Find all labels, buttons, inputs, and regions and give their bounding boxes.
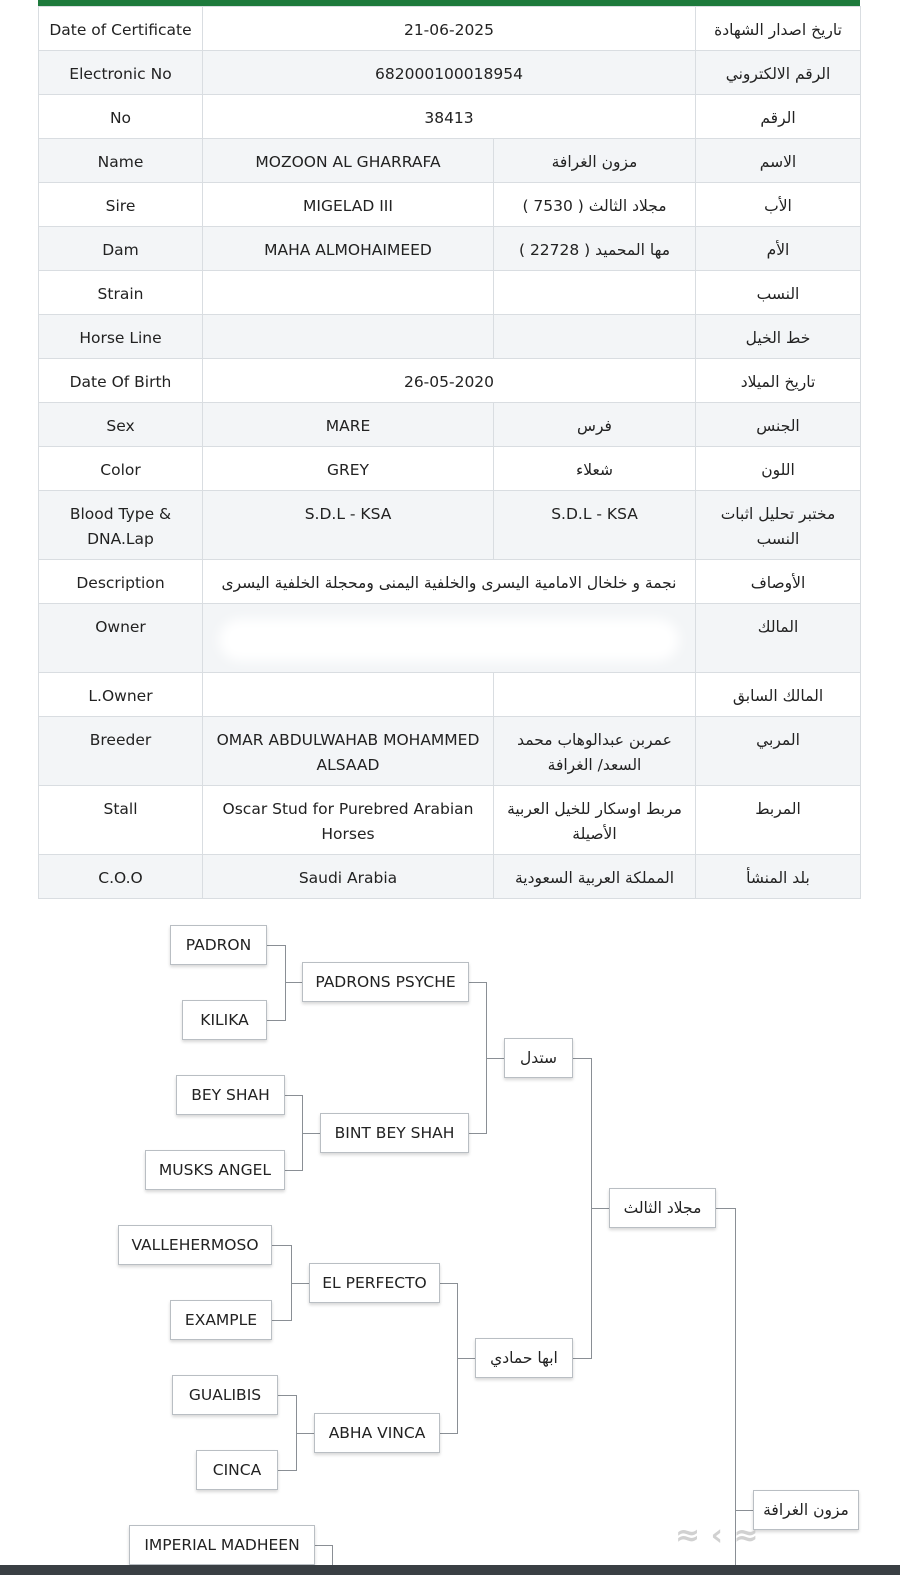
row-value-en: Oscar Stud for Purebred Arabian Horses bbox=[203, 786, 494, 855]
row-label-en: Date Of Birth bbox=[39, 359, 203, 403]
row-value: نجمة و خلخال الامامية اليسرى والخلفية اليمنى ومحجلة الخلفية اليسرى bbox=[203, 560, 696, 604]
redaction-blur bbox=[229, 629, 669, 651]
row-value-en: MARE bbox=[203, 403, 494, 447]
pedigree-node-gen4: EXAMPLE bbox=[170, 1300, 272, 1340]
row-value-ar bbox=[494, 271, 696, 315]
row-label-en: Date of Certificate bbox=[39, 7, 203, 51]
row-value-ar: S.D.L - KSA bbox=[494, 491, 696, 560]
table-row bbox=[39, 183, 861, 227]
table-row bbox=[39, 673, 861, 717]
row-value: 21-06-2025 bbox=[203, 7, 696, 51]
pedigree-node-gen2: ابها حمادي bbox=[475, 1338, 573, 1378]
row-value-ar: فرس bbox=[494, 403, 696, 447]
bottom-bar bbox=[0, 1565, 900, 1575]
row-label-ar: الاسم bbox=[696, 139, 861, 183]
row-label-en: Blood Type & DNA.Lap bbox=[39, 491, 203, 560]
pedigree-node-gen4: MUSKS ANGEL bbox=[145, 1150, 285, 1190]
row-value-en: MAHA ALMOHAIMEED bbox=[203, 227, 494, 271]
row-label-en: Dam bbox=[39, 227, 203, 271]
row-label-en: Breeder bbox=[39, 717, 203, 786]
row-label-en: L.Owner bbox=[39, 673, 203, 717]
pedigree-node-gen4: GUALIBIS bbox=[172, 1375, 278, 1415]
row-value-en bbox=[203, 315, 494, 359]
pedigree-node-sire: مجلاد الثالث bbox=[609, 1188, 716, 1228]
row-label-en: Stall bbox=[39, 786, 203, 855]
row-label-ar: النسب bbox=[696, 271, 861, 315]
table-row bbox=[39, 403, 861, 447]
row-value: 682000100018954 bbox=[203, 51, 696, 95]
row-label-en: Horse Line bbox=[39, 315, 203, 359]
pedigree-tree bbox=[0, 900, 900, 1575]
row-value-ar: مربط اوسكار للخيل العربية الأصيلة bbox=[494, 786, 696, 855]
pedigree-node-gen4: VALLEHERMOSO bbox=[118, 1225, 272, 1265]
row-label-en: Sire bbox=[39, 183, 203, 227]
row-label-ar: الرقم الالكتروني bbox=[696, 51, 861, 95]
table-row bbox=[39, 604, 861, 673]
row-value-ar: المملكة العربية السعودية bbox=[494, 855, 696, 899]
pedigree-node-gen4: BEY SHAH bbox=[176, 1075, 285, 1115]
row-value: 38413 bbox=[203, 95, 696, 139]
pedigree-node-subject: مزون الغرافة bbox=[753, 1490, 859, 1530]
row-value-ar: مجلاد الثالث ( 7530 ) bbox=[494, 183, 696, 227]
row-value-en bbox=[203, 673, 494, 717]
pedigree-node-gen3: PADRONS PSYCHE bbox=[302, 962, 469, 1002]
row-label-ar: الأب bbox=[696, 183, 861, 227]
row-value-ar: شعلاء bbox=[494, 447, 696, 491]
table-row bbox=[39, 95, 861, 139]
table-row bbox=[39, 51, 861, 95]
row-label-ar: تاريخ الميلاد bbox=[696, 359, 861, 403]
row-value-ar bbox=[494, 673, 696, 717]
table-row bbox=[39, 560, 861, 604]
table-row bbox=[39, 491, 861, 560]
row-label-ar: المالك bbox=[696, 604, 861, 673]
row-value-en: Saudi Arabia bbox=[203, 855, 494, 899]
row-label-en: Color bbox=[39, 447, 203, 491]
table-row bbox=[39, 786, 861, 855]
pedigree-node-gen4: PADRON bbox=[170, 925, 267, 965]
row-value-en: MIGELAD III bbox=[203, 183, 494, 227]
row-label-ar: بلد المنشأ bbox=[696, 855, 861, 899]
pedigree-node-gen3: BINT BEY SHAH bbox=[320, 1113, 469, 1153]
row-value-en: OMAR ABDULWAHAB MOHAMMED ALSAAD bbox=[203, 717, 494, 786]
pedigree-node-gen4: KILIKA bbox=[182, 1000, 267, 1040]
row-label-en: Strain bbox=[39, 271, 203, 315]
row-label-ar: المربط bbox=[696, 786, 861, 855]
row-label-en: Description bbox=[39, 560, 203, 604]
row-value-ar bbox=[494, 315, 696, 359]
row-label-ar: الأوصاف bbox=[696, 560, 861, 604]
row-label-en: C.O.O bbox=[39, 855, 203, 899]
row-label-ar: الرقم bbox=[696, 95, 861, 139]
row-label-ar: المالك السابق bbox=[696, 673, 861, 717]
row-label-ar: مختبر تحليل اثبات النسب bbox=[696, 491, 861, 560]
table-row bbox=[39, 359, 861, 403]
row-value-en bbox=[203, 271, 494, 315]
owner-value-redacted bbox=[203, 604, 696, 673]
row-label-ar: خط الخيل bbox=[696, 315, 861, 359]
row-label-en: No bbox=[39, 95, 203, 139]
row-value-en: MOZOON AL GHARRAFA bbox=[203, 139, 494, 183]
row-value-en: S.D.L - KSA bbox=[203, 491, 494, 560]
pedigree-node-gen2: ستدل bbox=[504, 1038, 573, 1078]
row-label-ar: اللون bbox=[696, 447, 861, 491]
table-row bbox=[39, 315, 861, 359]
watermark-logo: ≈ ‹ ≈ bbox=[675, 1518, 759, 1553]
pedigree-node-gen3: EL PERFECTO bbox=[309, 1263, 440, 1303]
table-row bbox=[39, 271, 861, 315]
row-value-ar: مزون الغرافة bbox=[494, 139, 696, 183]
table-row bbox=[39, 855, 861, 899]
row-label-en: Electronic No bbox=[39, 51, 203, 95]
pedigree-node-gen4: IMPERIAL MADHEEN bbox=[129, 1525, 315, 1565]
row-value-en: GREY bbox=[203, 447, 494, 491]
row-label-ar: تاريخ اصدار الشهادة bbox=[696, 7, 861, 51]
certificate-table bbox=[38, 6, 861, 899]
table-row bbox=[39, 7, 861, 51]
row-value: 26-05-2020 bbox=[203, 359, 696, 403]
table-row bbox=[39, 227, 861, 271]
row-label-ar: الجنس bbox=[696, 403, 861, 447]
table-row bbox=[39, 139, 861, 183]
row-label-ar: المربي bbox=[696, 717, 861, 786]
row-label-en: Sex bbox=[39, 403, 203, 447]
table-row bbox=[39, 717, 861, 786]
row-label-en: Name bbox=[39, 139, 203, 183]
pedigree-node-gen3: ABHA VINCA bbox=[314, 1413, 440, 1453]
table-row bbox=[39, 447, 861, 491]
row-label-ar: الأم bbox=[696, 227, 861, 271]
pedigree-node-gen4: CINCA bbox=[196, 1450, 278, 1490]
row-value-ar: عمربن عبدالوهاب محمد السعد/ الغرافة bbox=[494, 717, 696, 786]
row-label-en: Owner bbox=[39, 604, 203, 673]
row-value-ar: مها المحميد ( 22728 ) bbox=[494, 227, 696, 271]
